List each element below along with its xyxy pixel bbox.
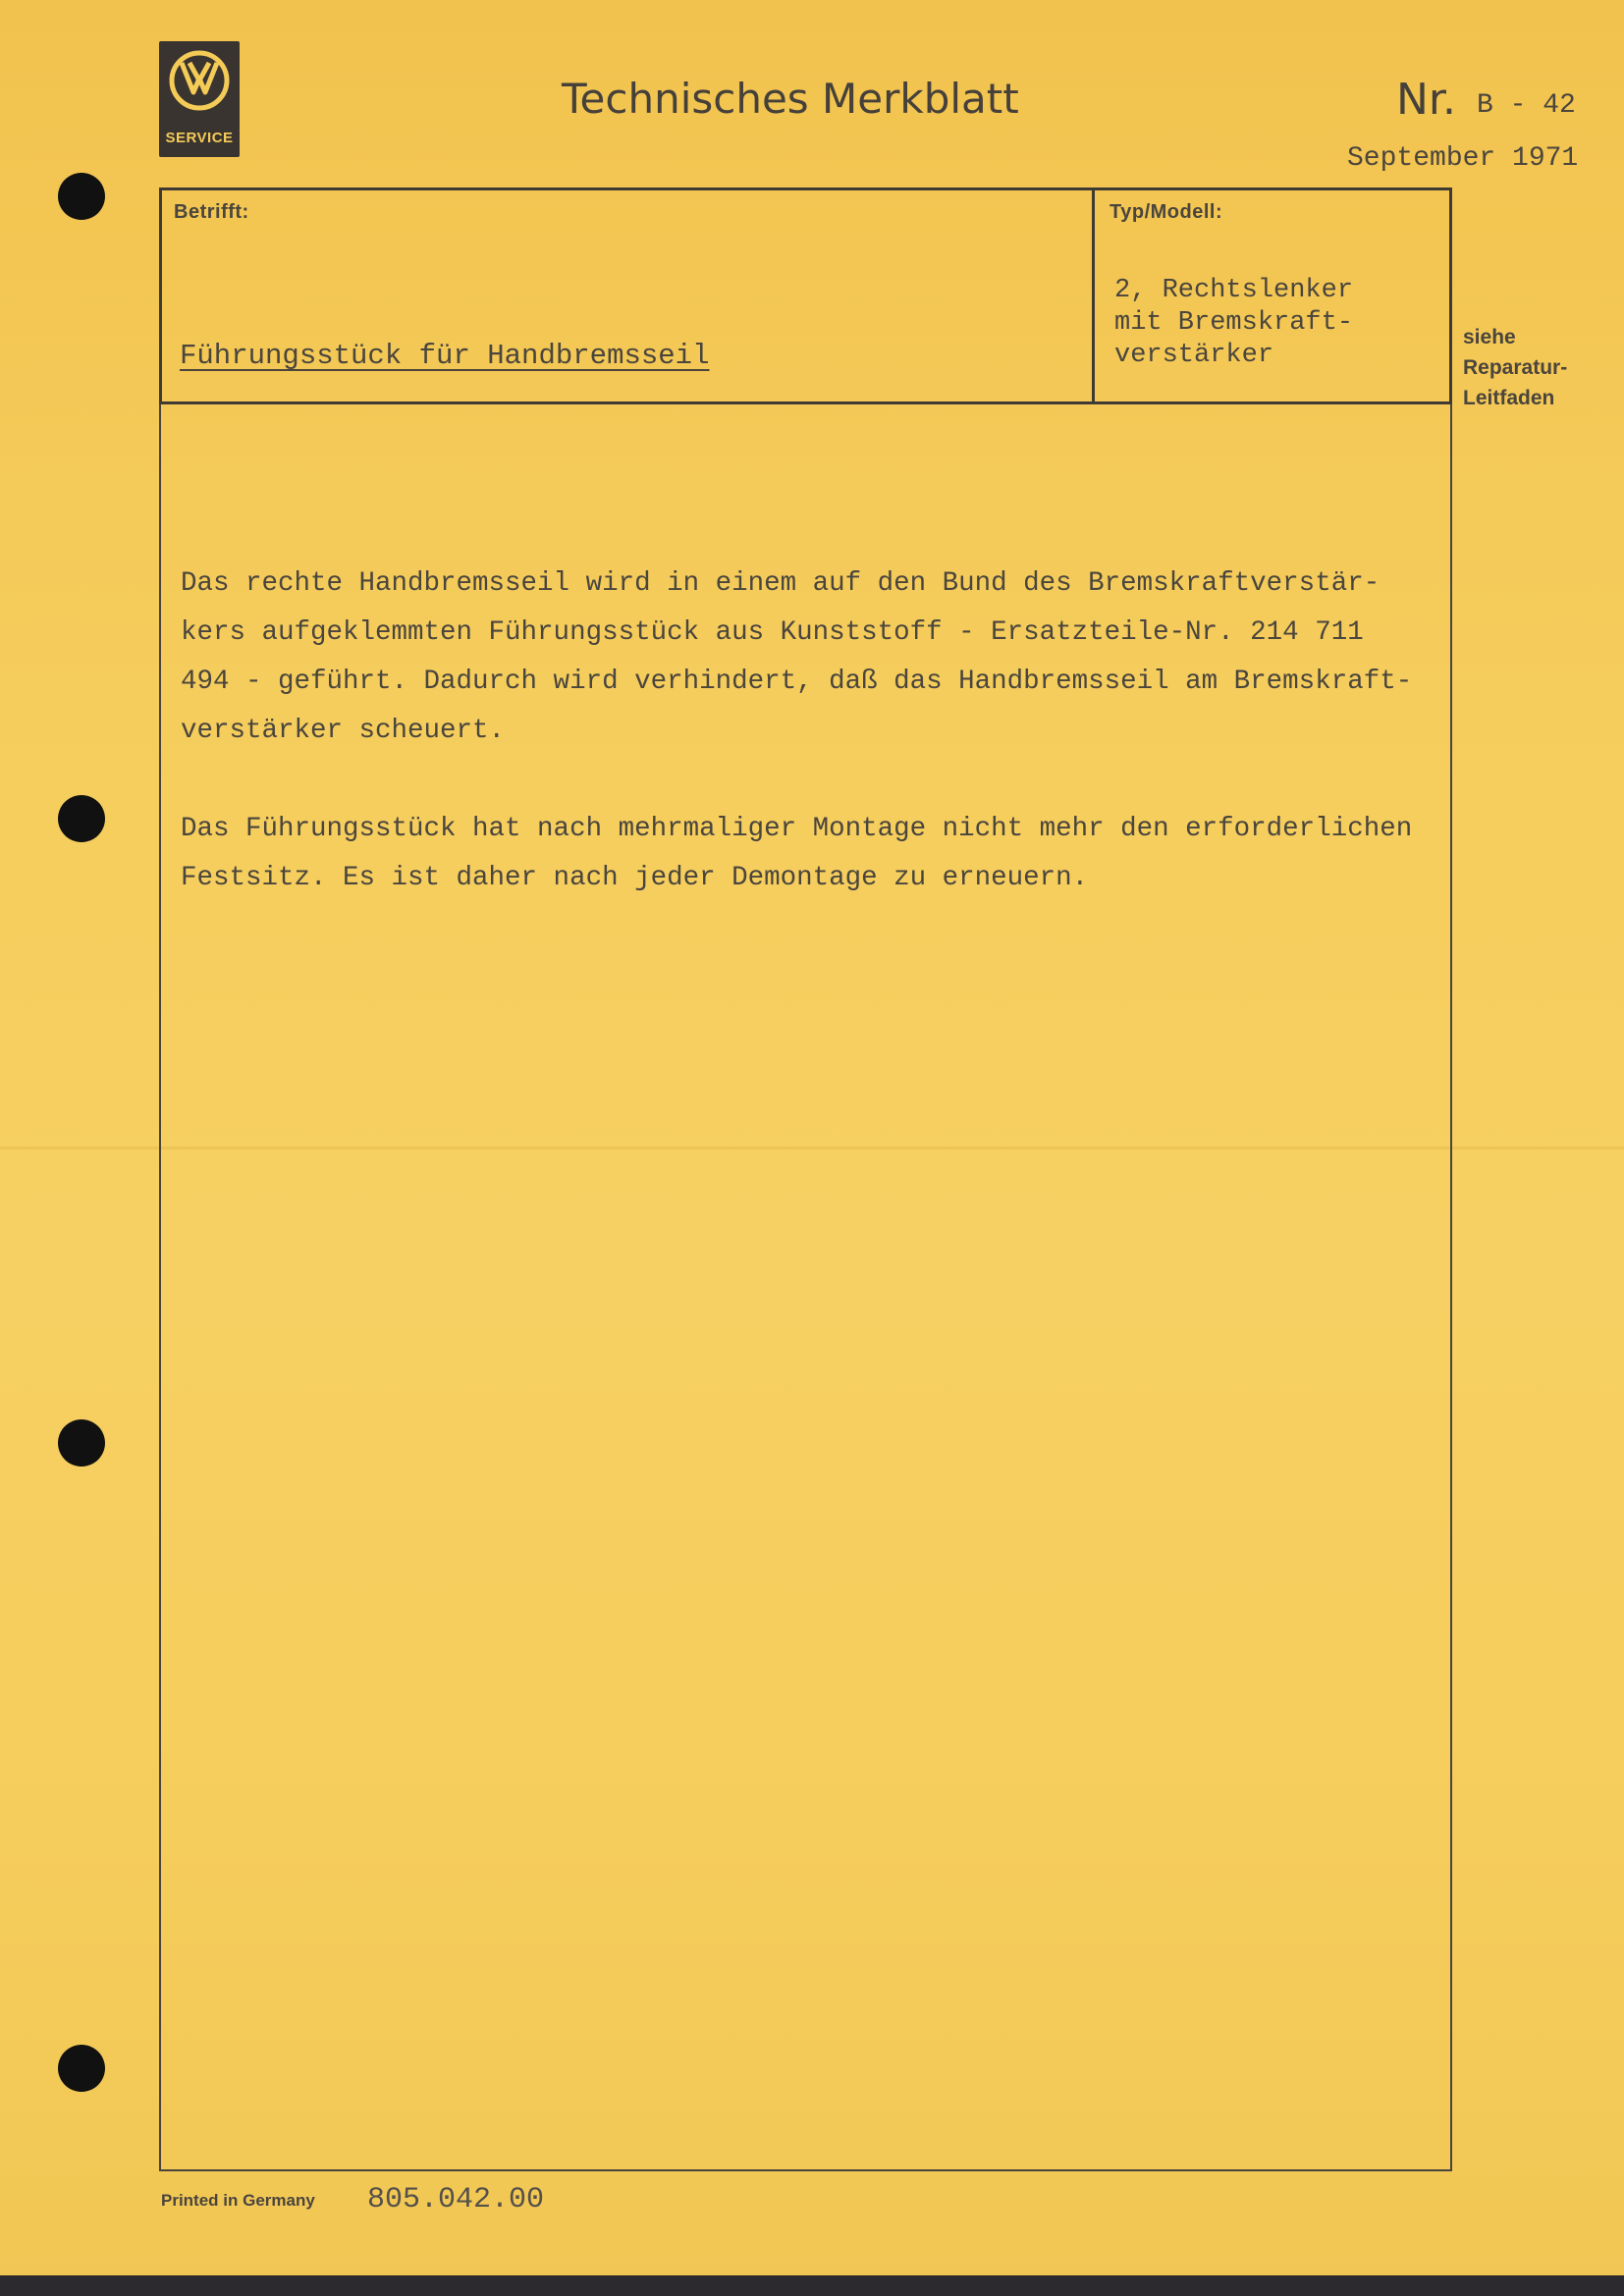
typ-modell-value: 2, Rechtslenker mit Bremskraft- verstärker bbox=[1114, 276, 1354, 370]
punch-hole bbox=[58, 2045, 105, 2092]
nr-value: B - 42 bbox=[1477, 90, 1576, 121]
text-line: Das Führungsstück hat nach mehrmaliger Montage nicht mehr den erforderlichen bbox=[181, 814, 1413, 844]
punch-hole bbox=[58, 795, 105, 842]
paragraph-1 bbox=[181, 560, 1447, 756]
punch-hole bbox=[58, 173, 105, 220]
logo-text: SERVICE bbox=[165, 130, 234, 146]
punch-hole bbox=[58, 1419, 105, 1467]
text-line: Das rechte Handbremsseil wird in einem auf den Bund des Bremskraftverstär- bbox=[181, 568, 1380, 599]
text-line: verstärker scheuert. bbox=[181, 716, 506, 746]
subject: Führungsstück für Handbremsseil bbox=[180, 340, 710, 372]
text-line: kers aufgeklemmten Führungsstück aus Kunststoff - Ersatzteile-Nr. 214 711 bbox=[181, 617, 1364, 648]
side-note-line: Leitfaden bbox=[1463, 387, 1555, 409]
betrifft-label: Betrifft: bbox=[174, 201, 249, 223]
printed-in-germany: Printed in Germany bbox=[161, 2191, 315, 2210]
form-number: 805.042.00 bbox=[367, 2183, 545, 2216]
vw-emblem-icon bbox=[168, 49, 231, 112]
side-note bbox=[1463, 322, 1620, 413]
typ-modell-label: Typ/Modell: bbox=[1110, 201, 1223, 223]
nr-label: Nr. bbox=[1396, 75, 1456, 125]
text-line: 494 - geführt. Dadurch wird verhindert, daß das Handbremsseil am Bremskraft- bbox=[181, 667, 1413, 697]
content-frame bbox=[159, 187, 1452, 2171]
header-divider bbox=[1092, 187, 1095, 404]
paragraph-2 bbox=[181, 805, 1447, 903]
side-note-line: siehe bbox=[1463, 326, 1516, 348]
vw-service-logo bbox=[159, 41, 240, 157]
scan-edge bbox=[0, 2275, 1624, 2296]
side-note-line: Reparatur- bbox=[1463, 356, 1568, 379]
text-line: Festsitz. Es ist daher nach jeder Demontage zu erneuern. bbox=[181, 863, 1089, 893]
page-title: Technisches Merkblatt bbox=[562, 75, 1019, 123]
date: September 1971 bbox=[1347, 143, 1579, 174]
